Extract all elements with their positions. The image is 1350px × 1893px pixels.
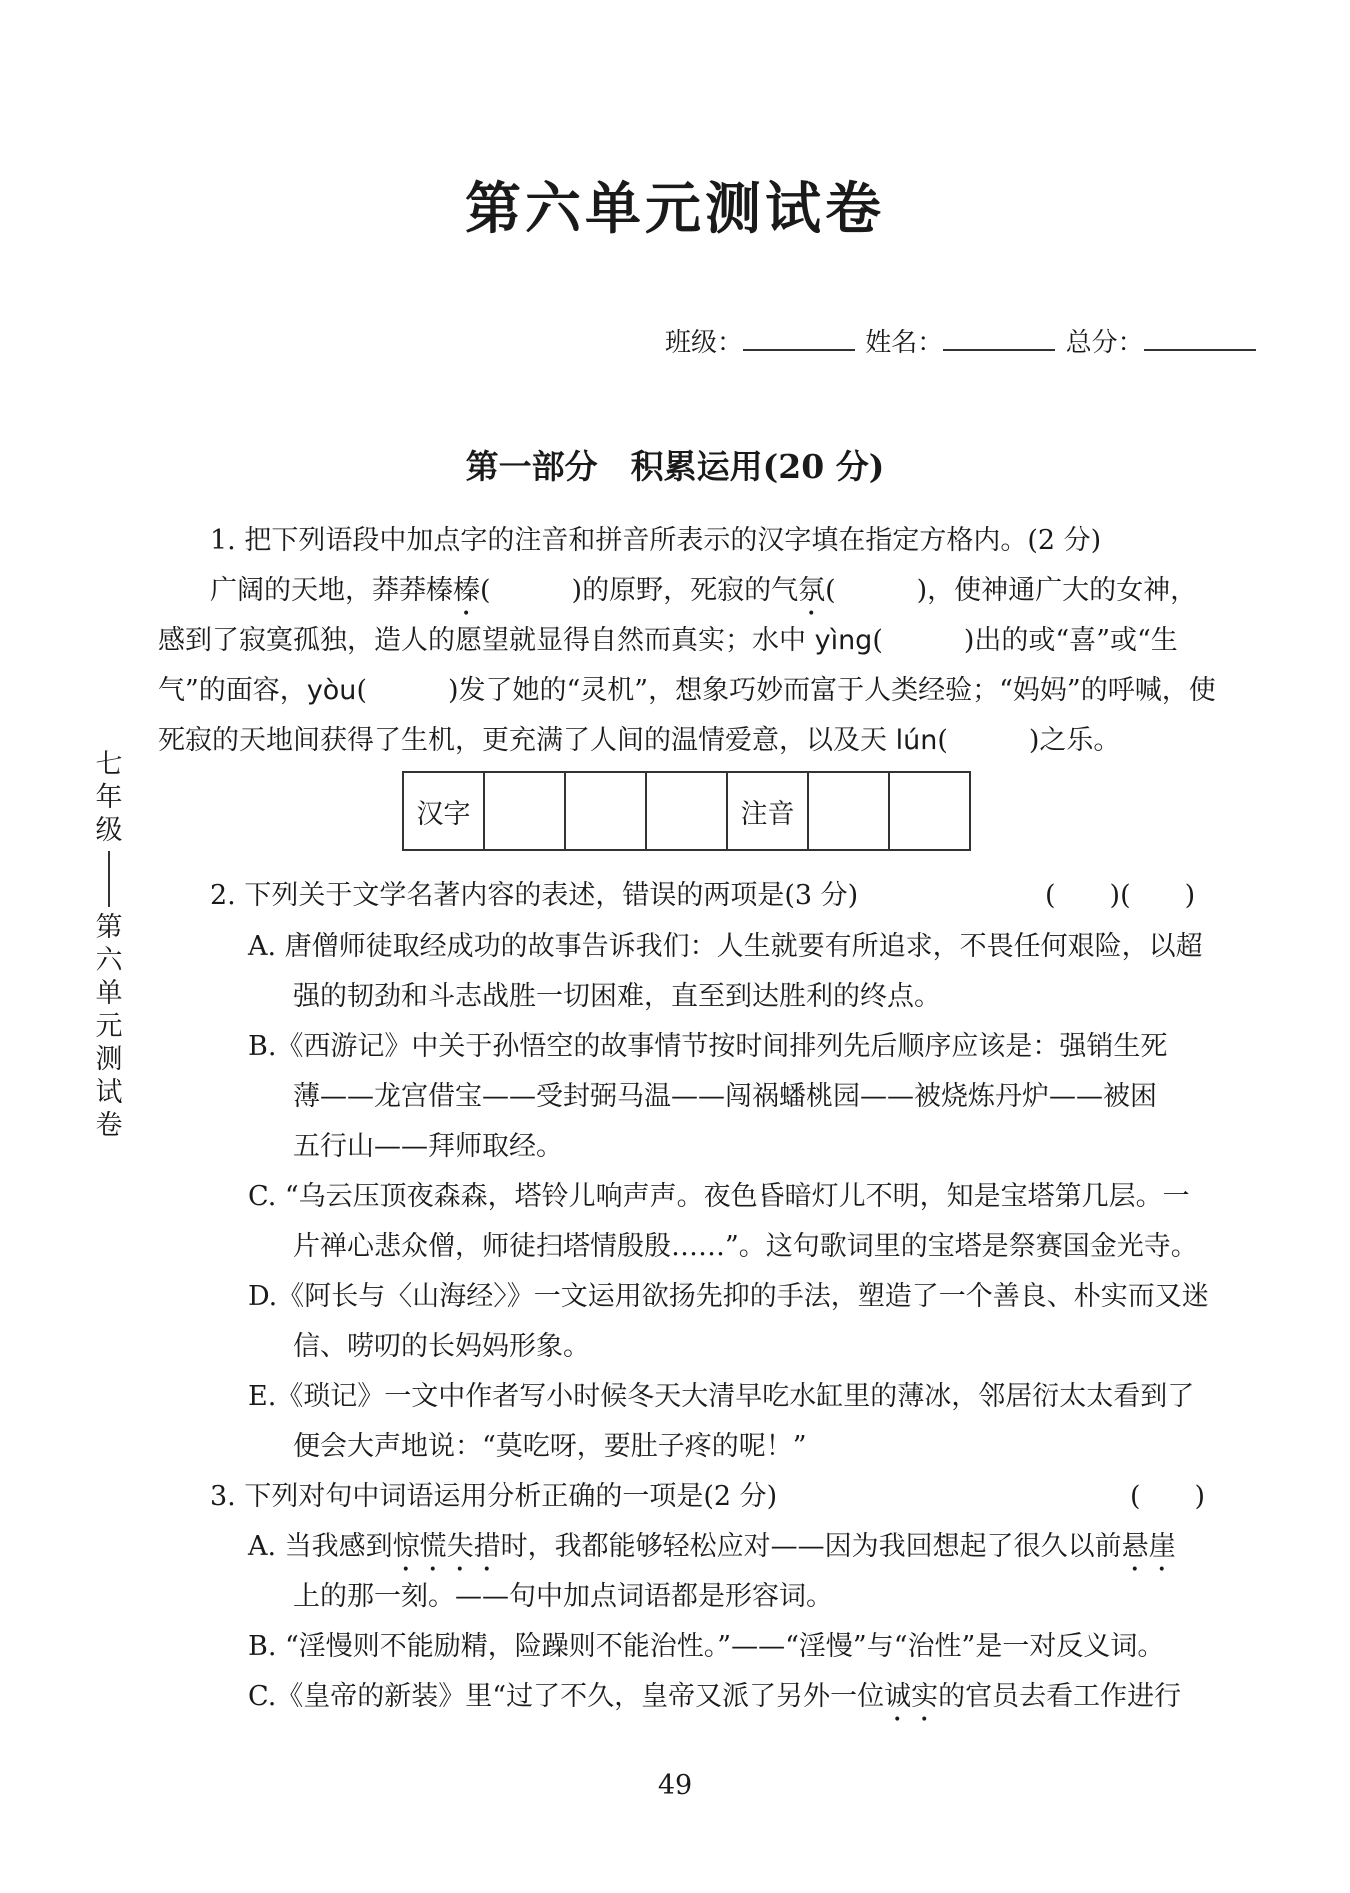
text: 广阔的天地，莽莽榛 bbox=[210, 575, 453, 606]
q3-option-b-line1: B. “淫慢则不能励精，险躁则不能治性。”——“淫慢”与“治性”是一对反义词。 bbox=[248, 1631, 1165, 1662]
page-title: 第六单元测试卷 bbox=[465, 176, 885, 242]
answer-grid bbox=[402, 771, 971, 851]
answer-cell[interactable] bbox=[808, 772, 889, 850]
dotted-char: 氛 bbox=[798, 575, 826, 606]
q2-option-a-line1: A. 唐僧师徒取经成功的故事告诉我们：人生就要有所追求，不畏任何艰险，以超 bbox=[248, 931, 1203, 962]
zhuyin-label: 注音 bbox=[727, 772, 808, 850]
text: 的官员去看工作进行 bbox=[938, 1681, 1182, 1712]
score-blank[interactable] bbox=[1144, 327, 1256, 351]
dotted-char: 榛 bbox=[453, 575, 480, 606]
text: A. 当我感到 bbox=[248, 1531, 393, 1562]
class-label: 班级： bbox=[665, 328, 744, 358]
text: 死寂的天地间获得了生机，更充满了人间的温情爱意，以及天 bbox=[158, 725, 896, 756]
section-heading: 第一部分 积累运用(20 分) bbox=[465, 447, 885, 486]
side-label bbox=[92, 748, 126, 1142]
class-blank[interactable] bbox=[743, 327, 855, 351]
q3-option-c-line1 bbox=[248, 1674, 1181, 1728]
name-blank[interactable] bbox=[943, 327, 1055, 351]
q2-stem: 2. 下列关于文学名著内容的表述，错误的两项是(3 分) bbox=[210, 880, 859, 911]
pinyin: yòu bbox=[306, 675, 357, 706]
text: C.《皇帝的新装》里“过了不久，皇帝又派了另外一位 bbox=[248, 1681, 885, 1712]
text: 时，我都能够轻松应对——因为我回想起了很久以前 bbox=[500, 1531, 1122, 1562]
pinyin: yìng bbox=[814, 625, 873, 656]
q2-option-b-line2: 薄——龙宫借宝——受封弼马温——闯祸蟠桃园——被烧炼丹炉——被困 bbox=[293, 1081, 1157, 1112]
text: ( )，使神通广大的女神， bbox=[825, 575, 1198, 606]
q3-option-a-line2: 上的那一刻。——句中加点词语都是形容词。 bbox=[293, 1581, 833, 1612]
text: ( )出的或“喜”或“生 bbox=[872, 625, 1178, 656]
student-info bbox=[665, 322, 1258, 359]
text: ( )之乐。 bbox=[937, 725, 1121, 756]
q1-passage-line4 bbox=[158, 718, 1120, 757]
text: ( )发了她的“灵机”，想象巧妙而富于人类经验；“妈妈”的呼喊，使 bbox=[356, 675, 1216, 706]
q2-option-d-line1: D.《阿长与〈山海经〉》一文运用欲扬先抑的手法，塑造了一个善良、朴实而又迷 bbox=[248, 1281, 1209, 1312]
q2-answer-brackets[interactable]: ( )( ) bbox=[1045, 880, 1196, 911]
q3-answer-brackets[interactable]: ( ) bbox=[1130, 1481, 1206, 1512]
dotted-word: 悬崖 bbox=[1121, 1531, 1176, 1562]
q2-option-e-line2: 便会大声地说：“莫吃呀，要肚子疼的呢！” bbox=[293, 1431, 807, 1462]
q1-passage-line2 bbox=[158, 618, 1178, 657]
answer-cell[interactable] bbox=[646, 772, 727, 850]
q2-option-c-line2: 片禅心悲众僧，师徒扫塔情殷殷……”。这句歌词里的宝塔是祭赛国金光寺。 bbox=[293, 1231, 1198, 1262]
q1-passage-line1 bbox=[210, 568, 1197, 622]
page-number: 49 bbox=[657, 1770, 693, 1801]
side-test-name: 第六单元测试卷 bbox=[95, 912, 123, 1141]
side-dash bbox=[108, 851, 110, 907]
q2-option-b-line1: B.《西游记》中关于孙悟空的故事情节按时间排列先后顺序应该是：强销生死 bbox=[248, 1031, 1168, 1062]
q2-option-b-line3: 五行山——拜师取经。 bbox=[293, 1131, 563, 1162]
side-grade: 七年级 bbox=[95, 749, 123, 846]
text: 感到了寂寞孤独，造人的愿望就显得自然而真实；水中 bbox=[158, 625, 815, 656]
q1-passage-line3 bbox=[158, 668, 1216, 707]
q3-stem: 3. 下列对句中词语运用分析正确的一项是(2 分) bbox=[210, 1481, 778, 1512]
pinyin: lún bbox=[895, 725, 938, 756]
answer-cell[interactable] bbox=[565, 772, 646, 850]
score-label: 总分： bbox=[1065, 328, 1144, 358]
q1-stem: 1. 把下列语段中加点字的注音和拼音所表示的汉字填在指定方格内。(2 分) bbox=[210, 525, 1102, 556]
q2-option-e-line1: E.《琐记》一文中作者写小时候冬天大清早吃水缸里的薄冰，邻居衍太太看到了 bbox=[248, 1381, 1195, 1412]
dotted-word: 诚实 bbox=[884, 1681, 939, 1712]
text: 气”的面容， bbox=[158, 675, 307, 706]
q3-option-a-line1 bbox=[248, 1524, 1176, 1578]
hanzi-label: 汉字 bbox=[403, 772, 484, 850]
q2-option-d-line2: 信、唠叨的长妈妈形象。 bbox=[293, 1331, 590, 1362]
name-label: 姓名： bbox=[865, 328, 944, 358]
text: ( )的原野，死寂的气 bbox=[480, 575, 799, 606]
q2-option-a-line2: 强的韧劲和斗志战胜一切困难，直至到达胜利的终点。 bbox=[293, 981, 941, 1012]
q2-option-c-line1: C. “乌云压顶夜森森，塔铃儿响声声。夜色昏暗灯儿不明，知是宝塔第几层。一 bbox=[248, 1181, 1190, 1212]
answer-cell[interactable] bbox=[484, 772, 565, 850]
dotted-word: 惊慌失措 bbox=[392, 1531, 501, 1562]
answer-cell[interactable] bbox=[889, 772, 970, 850]
